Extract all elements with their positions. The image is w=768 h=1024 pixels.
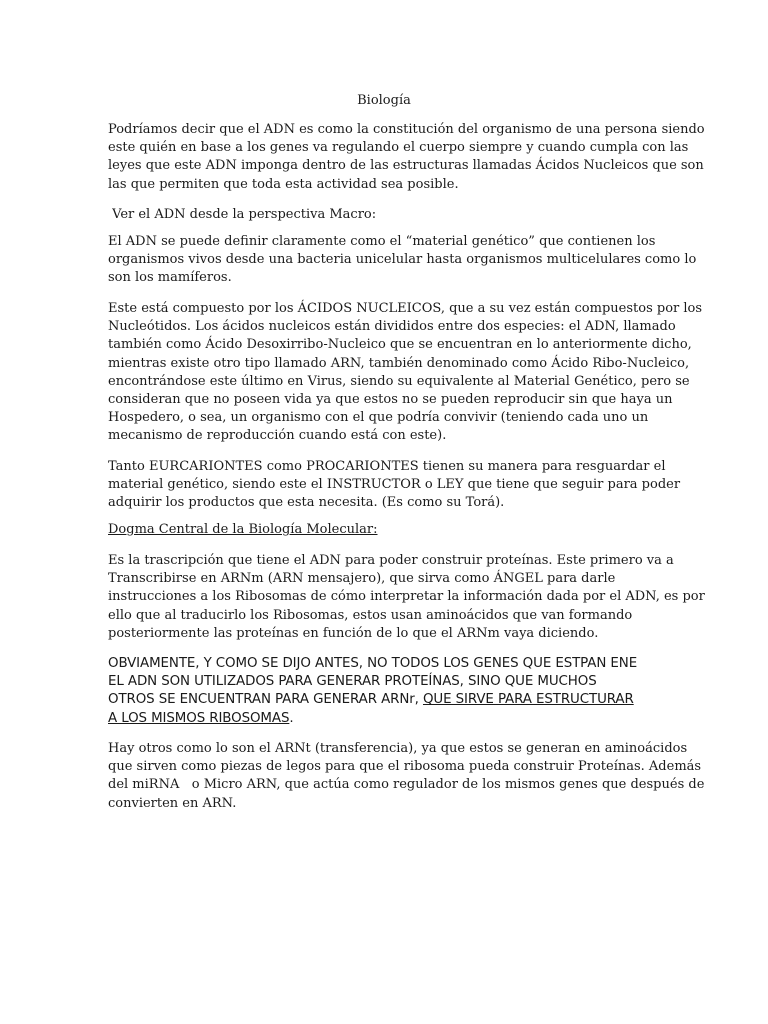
paragraph-uppercase-note — [108, 655, 664, 728]
text-line: OBVIAMENTE, Y COMO SE DIJO ANTES, NO TODOS LOS GENES QUE ESTPAN ENE — [108, 656, 638, 671]
text-line: Nucleótidos. Los ácidos nucleicos están divididos entre dos especies: el ADN, llamado — [108, 319, 676, 335]
text-line: Podríamos decir que el ADN es como la constitución del organismo de una persona siendo — [108, 122, 705, 137]
text-line: este quién en base a los genes va regulando el cuerpo siempre y cuando cumpla con las — [108, 140, 689, 156]
text-line: Es la trascripción que tiene el ADN para poder construir proteínas. Este primero va a — [108, 553, 674, 568]
text-line: material genético, siendo este el INSTRUCTOR o LEY que tiene que seguir para poder — [108, 477, 681, 493]
text-line: mientras existe otro tipo llamado ARN, también denominado como Ácido Ribo-Nucleico, — [108, 355, 690, 371]
text-line: El ADN se puede definir claramente como el “material genético” que contienen los — [108, 234, 656, 249]
text-line: también como Ácido Desoxirribo-Nucleico que se encuentran en lo anteriormente dicho, — [108, 337, 692, 353]
text-line — [108, 710, 664, 728]
text-line: Hospedero, o sea, un organismo con el que podría convivir (teniendo cada uno un — [108, 410, 649, 426]
paragraph-trna-mirna — [108, 740, 705, 813]
text-segment: OTROS SE ENCUENTRAN PARA GENERAR ARNr, — [108, 692, 423, 708]
paragraph-adn-definition — [108, 233, 697, 288]
paragraph-eukaryotes — [108, 458, 681, 513]
paragraph-dogma-heading — [108, 521, 664, 539]
section-heading: Dogma Central de la Biología Molecular: — [108, 522, 378, 537]
underlined-text: QUE SIRVE PARA ESTRUCTURAR — [422, 692, 634, 708]
text-line: las que permiten que toda esta actividad sea posible. — [108, 176, 459, 192]
paragraph-nucleic-acids — [108, 300, 703, 446]
paragraph-subheading-macro — [108, 206, 664, 224]
text-line: Tanto EURCARIONTES como PROCARIONTES tienen su manera para resguardar el — [108, 459, 666, 474]
text-line: posteriormente las proteínas en función de lo que el ARNm vaya diciendo. — [108, 625, 599, 641]
text-line: organismos vivos desde una bacteria unicelular hasta organismos multicelulares como lo — [108, 252, 697, 268]
underlined-text: A LOS MISMOS RIBOSOMAS — [108, 710, 290, 726]
text-line: Transcribirse en ARNm (ARN mensajero), que sirva como ÁNGEL para darle — [108, 571, 616, 587]
text-line: Ver el ADN desde la perspectiva Macro: — [108, 207, 377, 222]
text-line: del miRNA o Micro ARN, que actúa como regulador de los mismos genes que después de — [108, 777, 705, 793]
paragraph-intro — [108, 121, 705, 194]
text-line — [108, 691, 664, 709]
text-line: Este está compuesto por los ÁCIDOS NUCLEICOS, que a su vez están compuestos por los — [108, 301, 703, 316]
text-line: ello que al traducirlo los Ribosomas, estos usan aminoácidos que van formando — [108, 607, 633, 623]
text-line: encontrándose este último en Virus, siendo su equivalente al Material Genético, pero se — [108, 373, 690, 389]
text-line: adquirir los productos que esta necesita. (Es como su Torá). — [108, 495, 505, 511]
text-line: instrucciones a los Ribosomas de cómo interpretar la información dada por el ADN, es por — [108, 589, 705, 605]
text-line: consideran que no poseen vida ya que estos no se pueden reproducir sin que haya un — [108, 392, 673, 408]
text-segment: . — [289, 710, 294, 726]
text-line: EL ADN SON UTILIZADOS PARA GENERAR PROTEÍNAS, SINO QUE MUCHOS — [108, 674, 597, 690]
document-title: Biología — [357, 93, 411, 108]
text-line: leyes que este ADN imponga dentro de las estructuras llamadas Ácidos Nucleicos que son — [108, 158, 704, 174]
paragraph-transcription — [108, 552, 705, 643]
text-line: convierten en ARN. — [108, 795, 237, 811]
text-line: que sirven como piezas de legos para que el ribosoma pueda construir Proteínas. Además — [108, 759, 702, 775]
text-line: mecanismo de reproducción cuando está con este). — [108, 428, 447, 444]
text-line: Hay otros como lo son el ARNt (transferencia), ya que estos se generan en aminoácidos — [108, 741, 688, 756]
text-line: son los mamíferos. — [108, 270, 232, 286]
